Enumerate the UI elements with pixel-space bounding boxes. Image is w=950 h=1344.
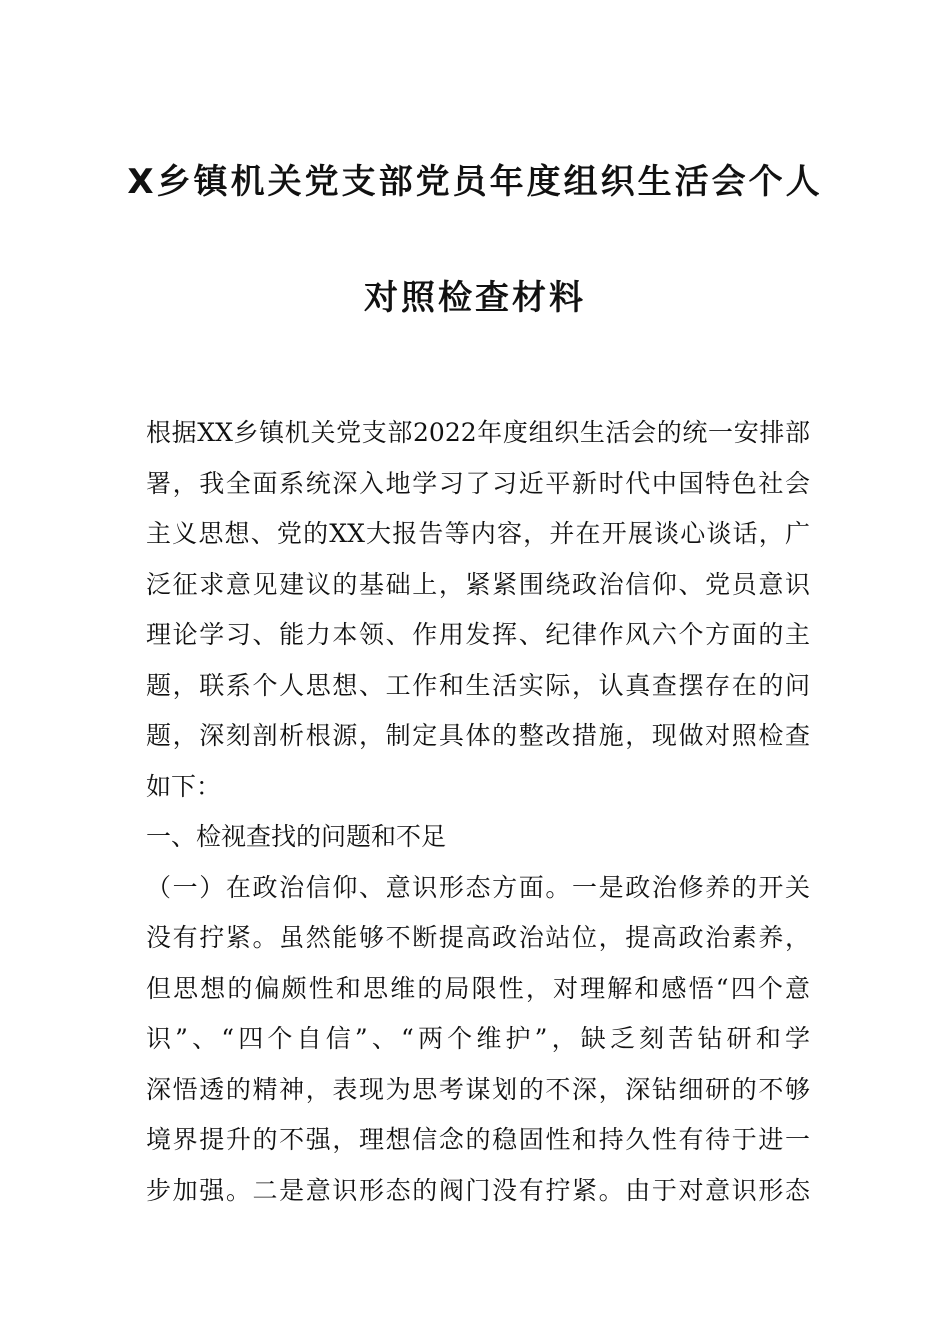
body-line: 深悟透的精神，表现为思考谋划的不深，深钻细研的不够 bbox=[146, 1074, 810, 1104]
document-title-line-1: X乡镇机关党支部党员年度组织生活会个人 bbox=[127, 162, 823, 202]
body-line: （一）在政治信仰、意识形态方面。一是政治修养的开关 bbox=[146, 872, 810, 902]
body-line: 步加强。二是意识形态的阀门没有拧紧。由于对意识形态 bbox=[146, 1175, 810, 1205]
document-title-line-2: 对照检查材料 bbox=[364, 278, 586, 318]
document-body bbox=[146, 408, 810, 1216]
body-line: 根据XX乡镇机关党支部2022年度组织生活会的统一安排部 bbox=[146, 418, 810, 447]
body-line: 题，深刻剖析根源，制定具体的整改措施，现做对照检查 bbox=[146, 721, 810, 750]
body-line: 理论学习、能力本领、作用发挥、纪律作风六个方面的主 bbox=[146, 620, 810, 649]
body-line: 题，联系个人思想、工作和生活实际，认真查摆存在的问 bbox=[146, 670, 810, 700]
body-line: 没有拧紧。虽然能够不断提高政治站位，提高政治素养， bbox=[146, 923, 810, 952]
body-line: 但思想的偏颇性和思维的局限性，对理解和感悟“四个意 bbox=[146, 973, 810, 1003]
body-line: 境界提升的不强，理想信念的稳固性和持久性有待于进一 bbox=[146, 1125, 810, 1154]
body-line: 泛征求意见建议的基础上，紧紧围绕政治信仰、党员意识 bbox=[146, 569, 810, 599]
body-line: 识”、“四个自信”、“两个维护”，缺乏刻苦钻研和学 bbox=[146, 1024, 810, 1053]
body-line: 主义思想、党的XX大报告等内容，并在开展谈心谈话，广 bbox=[146, 519, 810, 548]
body-line: 署，我全面系统深入地学习了习近平新时代中国特色社会 bbox=[146, 468, 810, 498]
section-heading: 一、检视查找的问题和不足 bbox=[146, 822, 447, 851]
body-line: 如下： bbox=[146, 771, 222, 801]
